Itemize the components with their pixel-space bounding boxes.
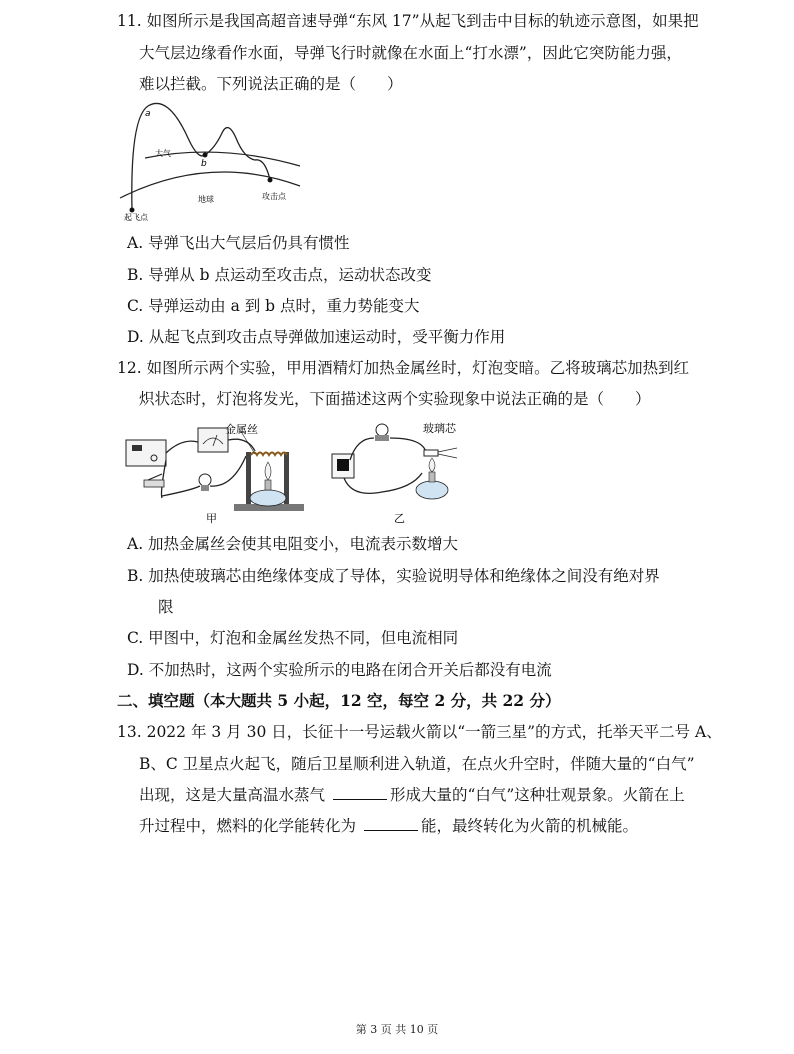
- q13-text-line4: [139, 816, 638, 836]
- q12-option-b-line1: B. 加热使玻璃芯由绝缘体变成了导体，实验说明导体和绝缘体之间没有绝对界: [127, 567, 660, 585]
- q11-text-line1: 11. 如图所示是我国高超音速导弹“东风 17”从起飞到击中目标的轨迹示意图，如果把: [117, 12, 699, 30]
- q11-text-line3: 难以拦截。下列说法正确的是（ ）: [139, 75, 403, 93]
- q11-option-d: D. 从起飞点到攻击点导弹做加速运动时，受平衡力作用: [127, 328, 506, 346]
- q13-text-line1: 13. 2022 年 3 月 30 日，长征十一号运载火箭以“一箭三星”的方式，托举天平二号 A、: [117, 723, 722, 741]
- page-footer: 第 3 页 共 10 页: [355, 1023, 439, 1036]
- q13-line3-start: 出现，这是大量高温水蒸气: [139, 786, 330, 804]
- q13-text-line3: [139, 785, 685, 805]
- section-heading: 二、填空题（本大题共 5 小起，12 空，每空 2 分，共 22 分）: [117, 691, 561, 710]
- q11-text-line2: 大气层边缘看作水面，导弹飞行时就像在水面上“打水漂”，因此它突防能力强，: [139, 44, 682, 62]
- q13-text-line2: B、C 卫星点火起飞，随后卫星顺利进入轨道，在点火升空时，伴随大量的“白气”: [139, 755, 695, 773]
- label-yi: 乙: [394, 512, 405, 525]
- q12-text-line2: 炽状态时，灯泡将发光，下面描述这两个实验现象中说法正确的是（ ）: [139, 390, 651, 408]
- q13-blank-2: [364, 830, 418, 831]
- label-metal-wire: 金属丝: [225, 423, 258, 436]
- q11-option-a: A. 导弹飞出大气层后仍具有惯性: [127, 234, 350, 252]
- q12-option-b-line2: 限: [158, 598, 174, 616]
- q13-line3-end: 形成大量的“白气”这种壮观景象。火箭在上: [389, 786, 685, 804]
- q13-line4-end: 能，最终转化为火箭的机械能。: [420, 817, 638, 835]
- label-b: b: [201, 159, 207, 169]
- label-earth: 地球: [198, 195, 214, 204]
- label-launch-point: 起飞点: [124, 213, 148, 222]
- circuit-experiments-figure: [122, 418, 472, 526]
- q12-option-d: D. 不加热时，这两个实验所示的电路在闭合开关后都没有电流: [127, 661, 552, 679]
- q13-line4-start: 升过程中，燃料的化学能转化为: [139, 817, 361, 835]
- q12-option-a: A. 加热金属丝会使其电阻变小，电流表示数增大: [127, 535, 459, 553]
- label-atmosphere: 大气: [155, 149, 171, 158]
- q12-text-line1: 12. 如图所示两个实验，甲用酒精灯加热金属丝时，灯泡变暗。乙将玻璃芯加热到红: [117, 359, 690, 377]
- label-glass-core: 玻璃芯: [423, 422, 456, 435]
- label-jia: 甲: [206, 512, 217, 525]
- label-a: a: [145, 109, 151, 119]
- q13-blank-1: [333, 799, 387, 800]
- label-attack-point: 攻击点: [262, 192, 286, 201]
- q11-option-b: B. 导弹从 b 点运动至攻击点，运动状态改变: [127, 266, 432, 284]
- q12-option-c: C. 甲图中，灯泡和金属丝发热不同，但电流相同: [127, 629, 459, 647]
- q11-option-c: C. 导弹运动由 a 到 b 点时，重力势能变大: [127, 297, 420, 315]
- missile-trajectory-figure: [110, 98, 310, 223]
